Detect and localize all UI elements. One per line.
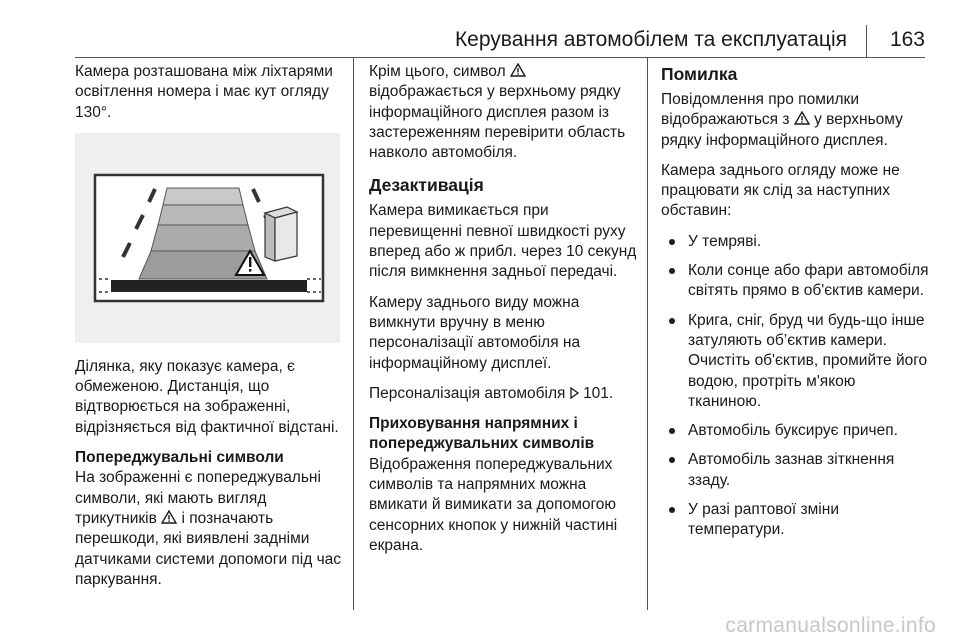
list-item: У разі раптової зміни температури. xyxy=(661,500,929,541)
watermark: carmanualsonline.info xyxy=(725,614,936,637)
page-number: 163 xyxy=(889,28,925,51)
conditions-intro: Камера заднього огляду може не працювати як слід за наступних обставин: xyxy=(661,161,900,220)
list-item: У темряві. xyxy=(661,232,929,252)
list-item: Коли сонце або фари автомобіля світять прямо в об'єктив камери. xyxy=(661,261,929,302)
warning-triangle-icon xyxy=(161,510,177,524)
list-item: Крига, сніг, бруд чи будь-що інше затуляють об’єктив камери. Очистіть об'єктив, промийте його водою, протріть м'якою тканиною. xyxy=(661,311,929,412)
rear-camera-figure xyxy=(75,133,340,343)
hide-symbols-text: Відображення попереджувальних символів та напрямних можна вмикати й вимикати за допомогою сенсорних кнопок у нижній частині екрана. xyxy=(369,455,618,554)
list-item: Автомобіль буксирує причеп. xyxy=(661,421,929,441)
figure-caption: Ділянка, яку показує камера, є обмеженою. Дистанція, що відтворюється на зображенні, відрізняється від фактичної відстані. xyxy=(75,357,339,436)
list-item: Автомобіль зазнав зіткнення ззаду. xyxy=(661,450,929,491)
page-header xyxy=(75,26,925,58)
deactivation-heading: Дезактивація xyxy=(369,175,484,196)
warning-triangle-icon xyxy=(794,111,810,125)
warning-triangle-icon xyxy=(510,63,526,77)
personalisation-reference: Персоналізація автомобіля 101. xyxy=(369,384,614,402)
conditions-list xyxy=(661,232,929,541)
hide-symbols-heading: Приховування напрямних і попереджувальних символів xyxy=(369,415,595,453)
symbol-display-text: Крім цього, символ відображається у верхньому рядку інформаційного дисплея разом із застереженням перевірити область навколо автомобіля. xyxy=(369,63,626,162)
error-heading: Помилка xyxy=(661,64,738,84)
column-2 xyxy=(369,62,637,566)
manual-off-text: Камеру заднього виду можна вимкнути вручну в меню персоналізації автомобіля на інформаційному дисплеї. xyxy=(369,293,581,372)
header-rule xyxy=(75,57,925,58)
camera-intro-text: Камера розташована між ліхтарями освітлення номера і має кут огляду 130°. xyxy=(75,63,333,121)
column-3 xyxy=(661,62,929,550)
column-1 xyxy=(75,62,345,600)
warning-symbols-text: На зображенні є попереджувальні символи, які мають вигляд трикутників і позначають перешкоди, які виявлені задніми датчиками системи допомоги під час паркування. xyxy=(75,469,342,588)
deactivation-text: Камера вимикається при перевищенні певної швидкості руху вперед або ж прибл. через 10 секунд після вимкнення задньої передачі. xyxy=(369,202,637,281)
error-message-text: Повідомлення про помилки відображаються з у верхньому рядку інформаційного дисплея. xyxy=(661,91,903,149)
warning-symbols-heading: Попереджувальні символи xyxy=(75,449,284,467)
column-divider xyxy=(353,58,354,610)
column-divider xyxy=(647,58,648,610)
page-reference-arrow-icon xyxy=(570,387,579,399)
rear-camera-illustration xyxy=(75,133,340,343)
chapter-title: Керування автомобілем та експлуатація xyxy=(454,28,847,51)
